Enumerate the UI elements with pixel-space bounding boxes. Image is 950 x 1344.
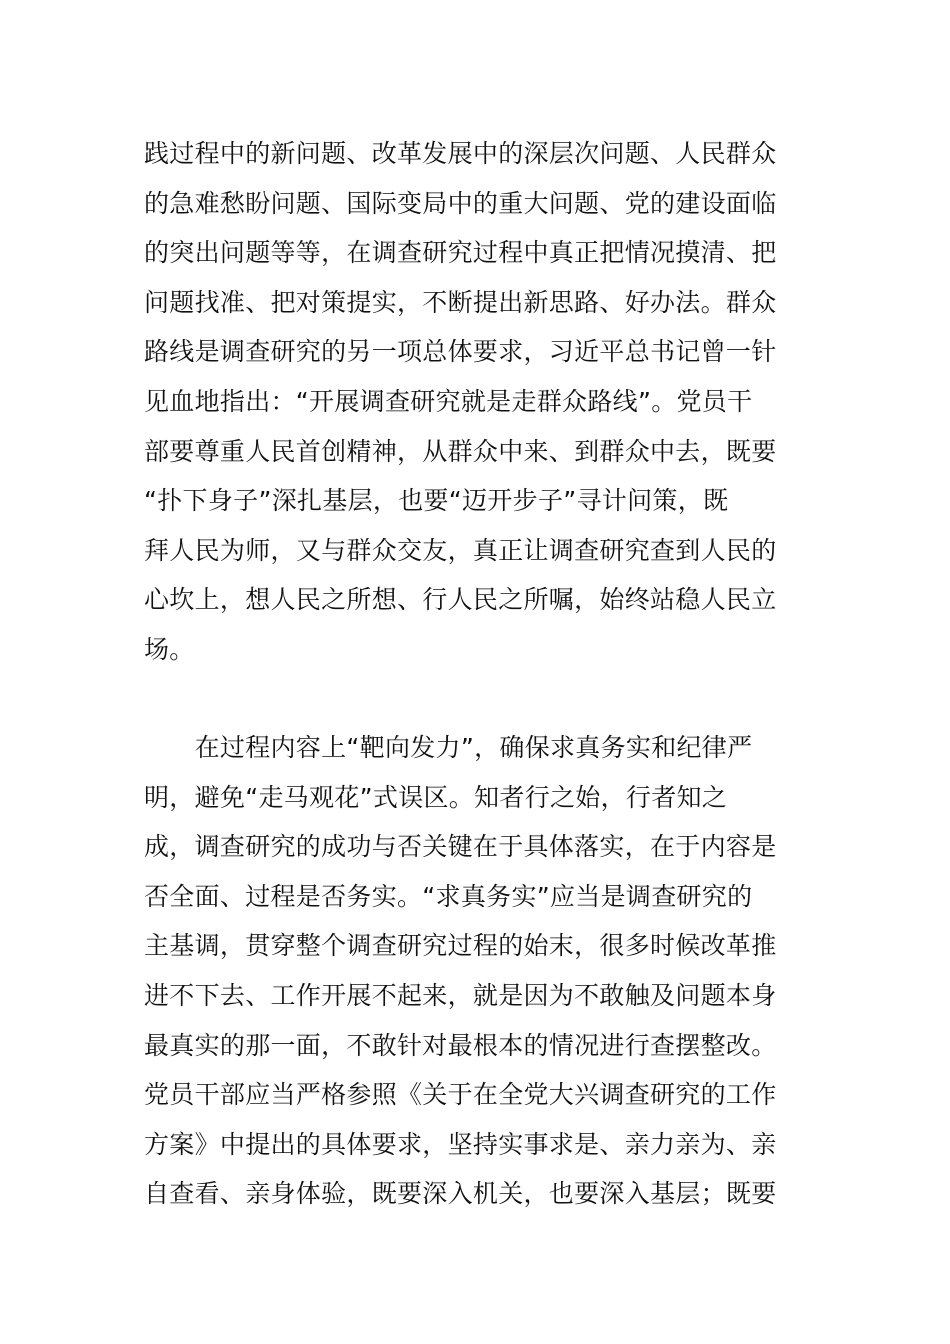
text-line: 场。	[144, 634, 195, 664]
text-line: 方案》中提出的具体要求，坚持实事求是、亲力亲为、亲	[144, 1129, 777, 1159]
text-line: 心坎上，想人民之所想、行人民之所嘱，始终站稳人民立	[144, 585, 777, 615]
paragraph-2	[144, 723, 808, 1219]
text-line: 见血地指出：“开展调查研究就是走群众路线”。党员干	[144, 386, 753, 416]
text-line: “扑下身子”深扎基层，也要“迈开步子”寻计问策，既	[144, 486, 729, 516]
text-line: 主基调，贯穿整个调查研究过程的始末，很多时候改革推	[144, 931, 777, 961]
text-line: 在过程内容上“靶向发力”，确保求真务实和纪律严	[144, 733, 753, 762]
text-line: 最真实的那一面，不敢针对最根本的情况进行查摆整改。	[144, 1030, 777, 1060]
text-line: 明，避免“走马观花”式误区。知者行之始，行者知之	[144, 782, 728, 812]
text-line: 拜人民为师，又与群众交友，真正让调查研究查到人民的	[144, 535, 777, 565]
text-line: 成，调查研究的成功与否关键在于具体落实，在于内容是	[144, 832, 777, 862]
text-line: 党员干部应当严格参照《关于在全党大兴调查研究的工作	[144, 1080, 777, 1110]
text-line: 否全面、过程是否务实。“求真务实”应当是调查研究的	[144, 881, 753, 911]
text-line: 的突出问题等等，在调查研究过程中真正把情况摸清、把	[144, 238, 777, 268]
text-line: 路线是调查研究的另一项总体要求，习近平总书记曾一针	[144, 337, 777, 367]
text-line: 部要尊重人民首创精神，从群众中来、到群众中去，既要	[144, 436, 777, 466]
text-line: 自查看、亲身体验，既要深入机关，也要深入基层；既要	[144, 1179, 777, 1209]
text-line: 践过程中的新问题、改革发展中的深层次问题、人民群众	[144, 139, 777, 168]
text-line: 进不下去、工作开展不起来，就是因为不敢触及问题本身	[144, 980, 777, 1010]
text-line: 的急难愁盼问题、国际变局中的重大问题、党的建设面临	[144, 188, 777, 218]
paragraph-1	[144, 129, 808, 675]
text-line: 问题找准、把对策提实，不断提出新思路、好办法。群众	[144, 287, 777, 317]
